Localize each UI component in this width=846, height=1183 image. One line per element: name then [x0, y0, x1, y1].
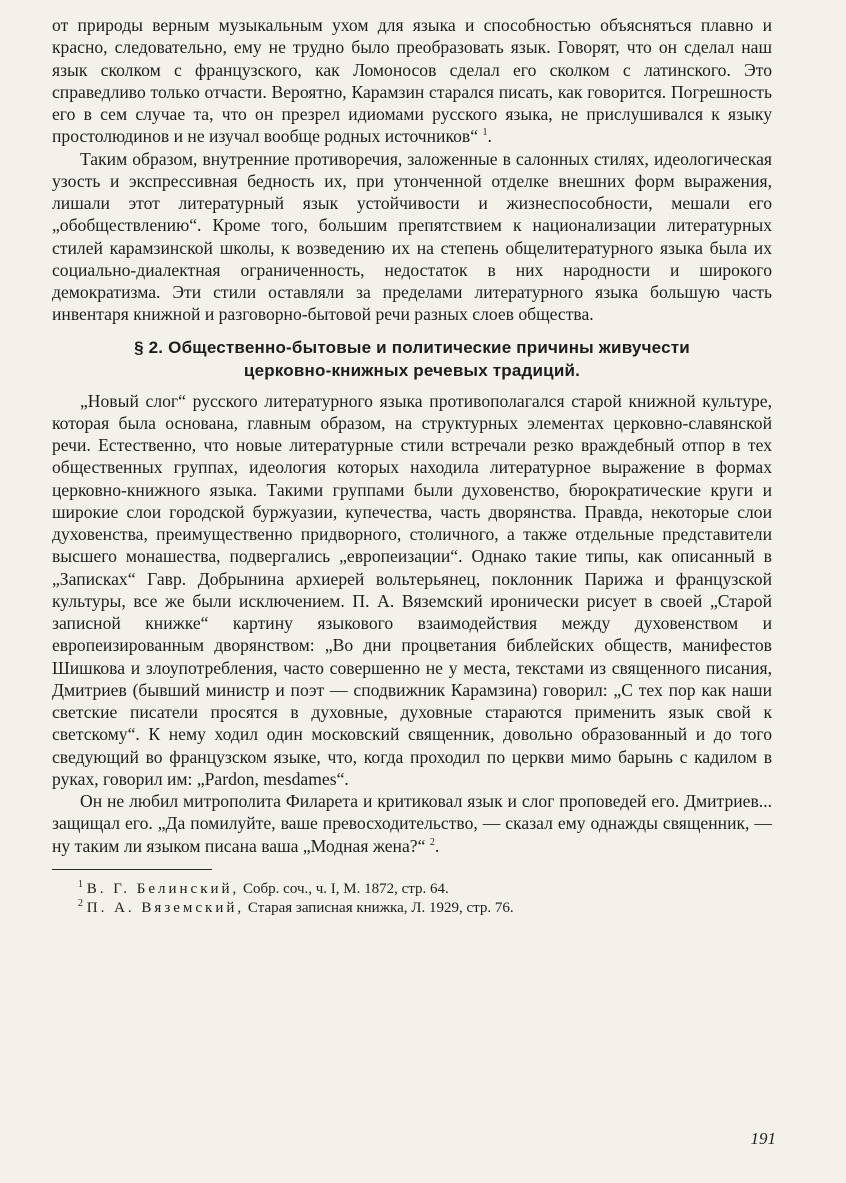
section-heading-line-2: церковно-книжных речевых традиций.	[243, 360, 581, 380]
paragraph-filaret	[52, 790, 772, 857]
footnote-ref-1: 1	[482, 127, 488, 139]
paragraph-text: „Новый слог“ русского литературного языка противополагался старой книжной культуре, которая была основана, главным образом, на структурных элементах церковно-славянской речи. Естественно, что новые литературные стили встречали резко враждебный отпор в тех общественных группах, идеология которых находила литературное выражение в формах церковно-книжного языка. Такими группами были духовенство, бюрократические круги и широкие слои городской буржуазии, купечества, часть дворянства. Правда, некоторые слои духовенства, преимущественно придворного, столичного, а также отдельные представители высшего монашества, подвергались „европеизации“. Однако такие типы, как описанный в „Записках“ Гавр. Добрынина архиерей вольтерьянец, поклонник Парижа и французской культуры, все же были исключением. П. А. Вяземский иронически рисует в своей „Старой записной книжке“ картину языкового взаимодействия между духовенством и европеизированным дворянством: „Во дни процветания библейских обществ, манифестов Шишкова и злоупотребления, часто совершенно не у места, текстами из священного писания, Дмитриев (бывший министр и поэт — сподвижник Карамзина) говорил: „С тех пор как наши светские писатели просятся в духовные, духовные стараются применить язык свой к светскому“. К нему ходил один московский священник, довольно образованный и до того сведующий во французском языке, что, когда проходил по церкви мимо барынь с кадилом в руках, говорил им: „	[52, 390, 772, 789]
section-heading	[52, 336, 772, 382]
footnote-author: П. А. Вяземский,	[86, 899, 245, 916]
footnote-1	[78, 880, 772, 899]
paragraph-text-end: “.	[336, 768, 349, 789]
footnote-mark: 1	[78, 878, 83, 890]
footnote-author: В. Г. Белинский,	[86, 880, 240, 897]
paragraph-text: Таким образом, внутренние противоречия, заложенные в салонных стилях, идеологическая узость и экспрессивная бедность их, при утонченной отделке внешних форм выражения, лишали этот литературный язык устойчивости и жизнеспособности, мешали его „обобществлению“. Кроме того, большим препятствием к национализации литературных стилей карамзинской школы, к возведению их на степень общелитературного языка была их социально-диалектная ограниченность, недостаток в них народности и широкого демократизма. Эти стили оставляли за пределами литературного языка большую часть инвентаря книжной и разговорно-бытовой речи разных слоев общества.	[52, 148, 772, 325]
book-page	[52, 14, 772, 918]
footnote-source: Старая записная книжка, Л. 1929, стр. 76.	[244, 899, 514, 916]
paragraph-text: Он не любил митрополита Филарета и критиковал язык и слог проповедей его. Дмитриев... защищал его. „Да помилуйте, ваше превосходительство, — сказал ему однажды священник, — ну таким ли языком писана ваша „Модная жена?“	[52, 791, 772, 856]
paragraph-salon-styles	[52, 148, 772, 326]
footnote-ref-2: 2	[429, 836, 435, 848]
footnote-mark: 2	[78, 897, 83, 909]
footnote-2	[78, 899, 772, 918]
paragraph-karamzin-quote: от природы верным музыкальным ухом для языка и способностью объясняться плавно и красно, следовательно, ему не трудно было преобразовать язык. Говорят, что он сделал наш язык сколком с французского, как Ломоносов сделал его сколком с латинского. Это справедливо только отчасти. Вероятно, Карамзин старался писать, как говорится. Погрешность его в сем случае та, что он презрел идиомами русского языка, не прислушивался к языку простолюдинов и не изучал вообще родных источников“ $^1$.	[52, 15, 772, 147]
paragraph-text: от природы верным музыкальным ухом для языка и способностью объясняться плавно и красно, следовательно, ему не трудно было преобразовать язык. Говорят, что он сделал наш язык сколком с французского, как Ломоносов сделал его сколком с латинского. Это справедливо только отчасти. Вероятно, Карамзин старался писать, как говорится. Погрешность его в сем случае та, что он презрел идиомами русского языка, не прислушивался к языку простолюдинов и не изучал вообще родных источников“	[52, 15, 772, 147]
paragraph-trail: .	[434, 835, 440, 856]
paragraph-new-style	[52, 390, 772, 791]
paragraph-latin-phrase: Pardon, mesdames	[204, 768, 337, 789]
footnote-source: Собр. соч., ч. I, М. 1872, стр. 64.	[239, 880, 449, 897]
footnote-divider	[52, 869, 212, 870]
section-heading-line-1: § 2. Общественно-бытовые и политические причины живучести	[134, 337, 690, 357]
page-number: 191	[750, 1129, 776, 1148]
